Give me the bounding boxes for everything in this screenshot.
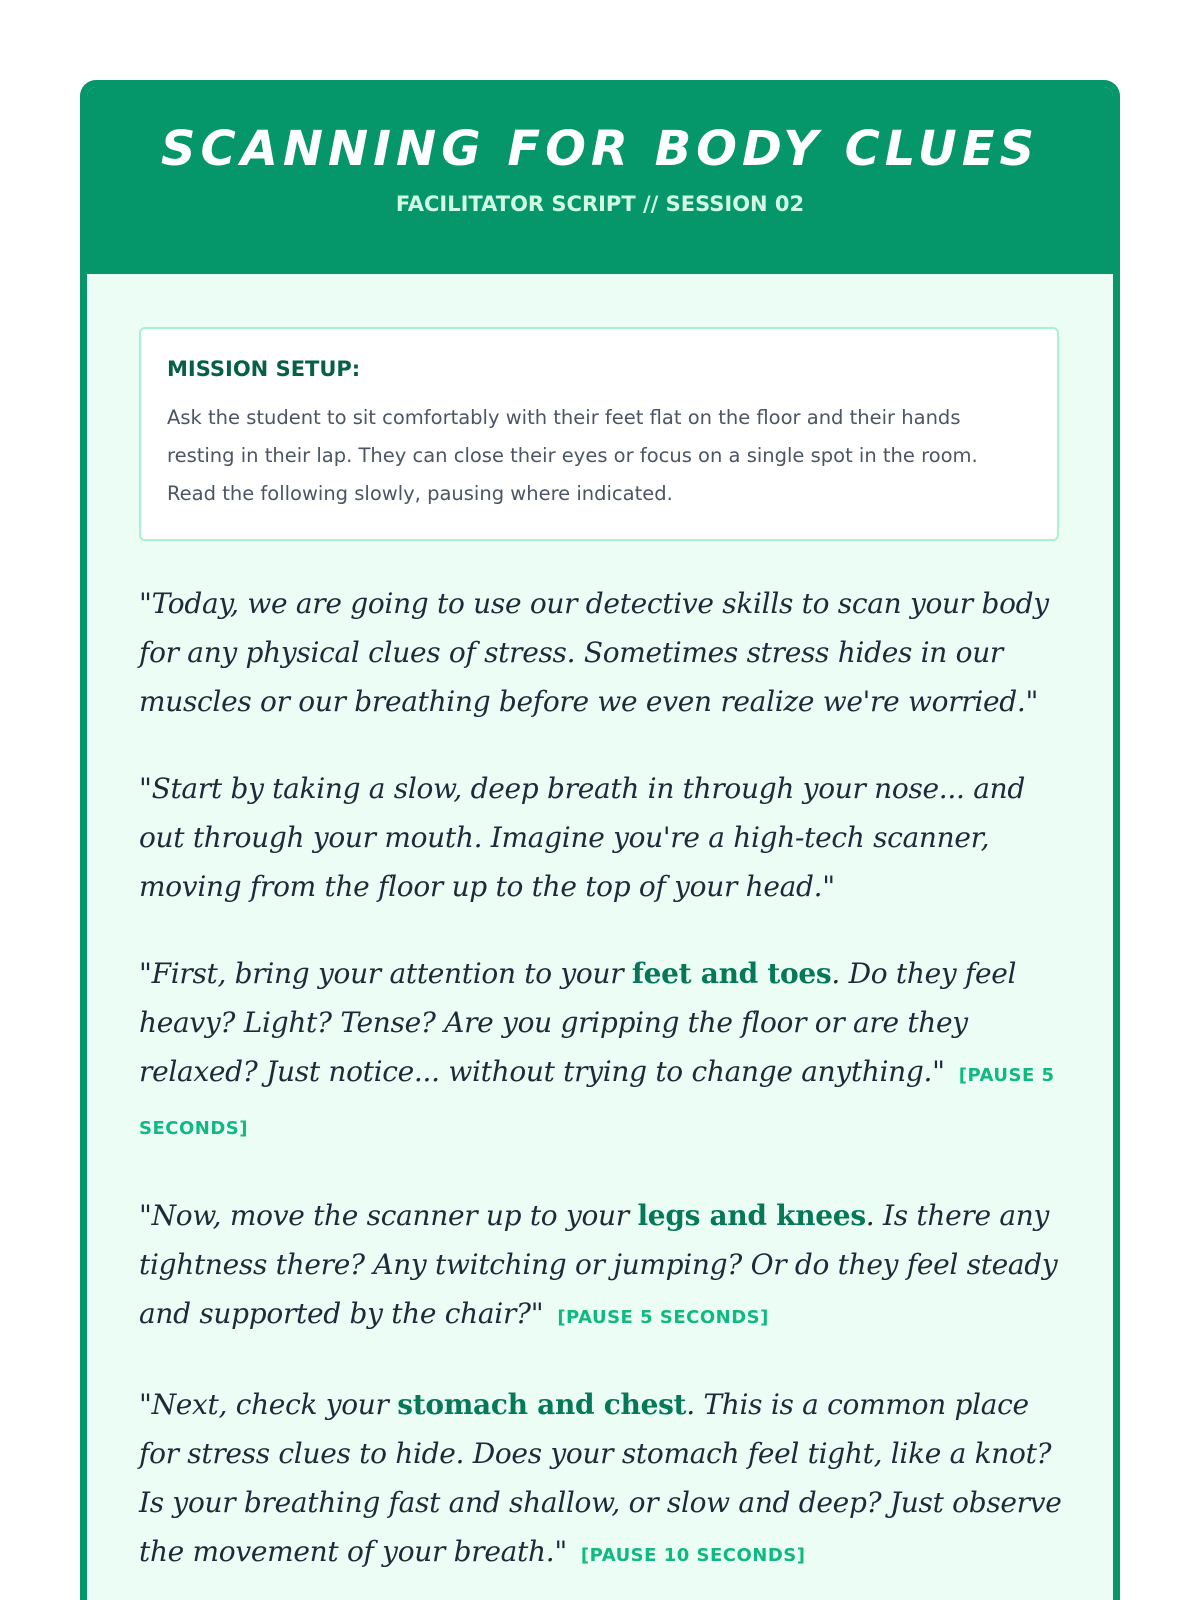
- body-area-highlight: stomach and chest: [397, 1388, 687, 1422]
- script-text: . Do they feel heavy? Light? Tense? Are you gripping the floor or are they relaxed? Just notice... without trying to change anything.": [139, 957, 1017, 1089]
- body-area-highlight: feet and toes: [631, 957, 832, 991]
- script-paragraph-chest: [139, 1380, 1069, 1580]
- pause-cue: [PAUSE 10 SECONDS]: [580, 1545, 806, 1567]
- script-text: . This is a common place for stress clues to hide. Does your stomach feel tight, like a knot? Is your breathing fast and shallow, or slow and deep? Just observe the movement of your breath.": [139, 1388, 1062, 1569]
- script-text: "Next, check your: [139, 1388, 398, 1422]
- script-text: . Is there any tightness there? Any twitching or jumping? Or do they feel steady and supported by the chair?": [139, 1199, 1058, 1331]
- mission-setup-label: MISSION SETUP:: [167, 357, 361, 381]
- script-text: "First, bring your attention to your: [139, 957, 632, 991]
- mission-setup-box: [139, 327, 1059, 541]
- script-paragraph-feet: [139, 949, 1069, 1153]
- header-banner: [87, 87, 1113, 274]
- script-text: "Now, move the scanner up to your: [139, 1199, 638, 1233]
- script-paragraph-legs: [139, 1191, 1069, 1342]
- pause-cue: [PAUSE 5 SECONDS]: [557, 1307, 769, 1329]
- page-title: SCANNING FOR BODY CLUES: [160, 121, 1040, 177]
- mission-setup-text: Ask the student to sit comfortably with their feet flat on the floor and their hands resting in their lap. They can close their eyes or focus on a single spot in the room. Read the following slowly, pausing where indicated.: [167, 406, 978, 506]
- page-subtitle: FACILITATOR SCRIPT // SESSION 02: [395, 192, 805, 216]
- content-area: [87, 274, 1113, 1580]
- script-card: [80, 80, 1120, 1600]
- script-body: [139, 579, 1069, 1580]
- body-area-highlight: legs and knees: [637, 1199, 866, 1233]
- pause-cue: [PAUSE 5 SECONDS]: [139, 1065, 1055, 1140]
- script-paragraph-intro: "Today, we are going to use our detective skills to scan your body for any physical clues of stress. Sometimes stress hides in our muscles or our breathing before we even realize we're worried.": [139, 587, 1049, 719]
- script-paragraph-breath: "Start by taking a slow, deep breath in through your nose... and out through your mouth. Imagine you're a high-tech scanner, moving from the floor up to the top of your head.": [139, 772, 1025, 904]
